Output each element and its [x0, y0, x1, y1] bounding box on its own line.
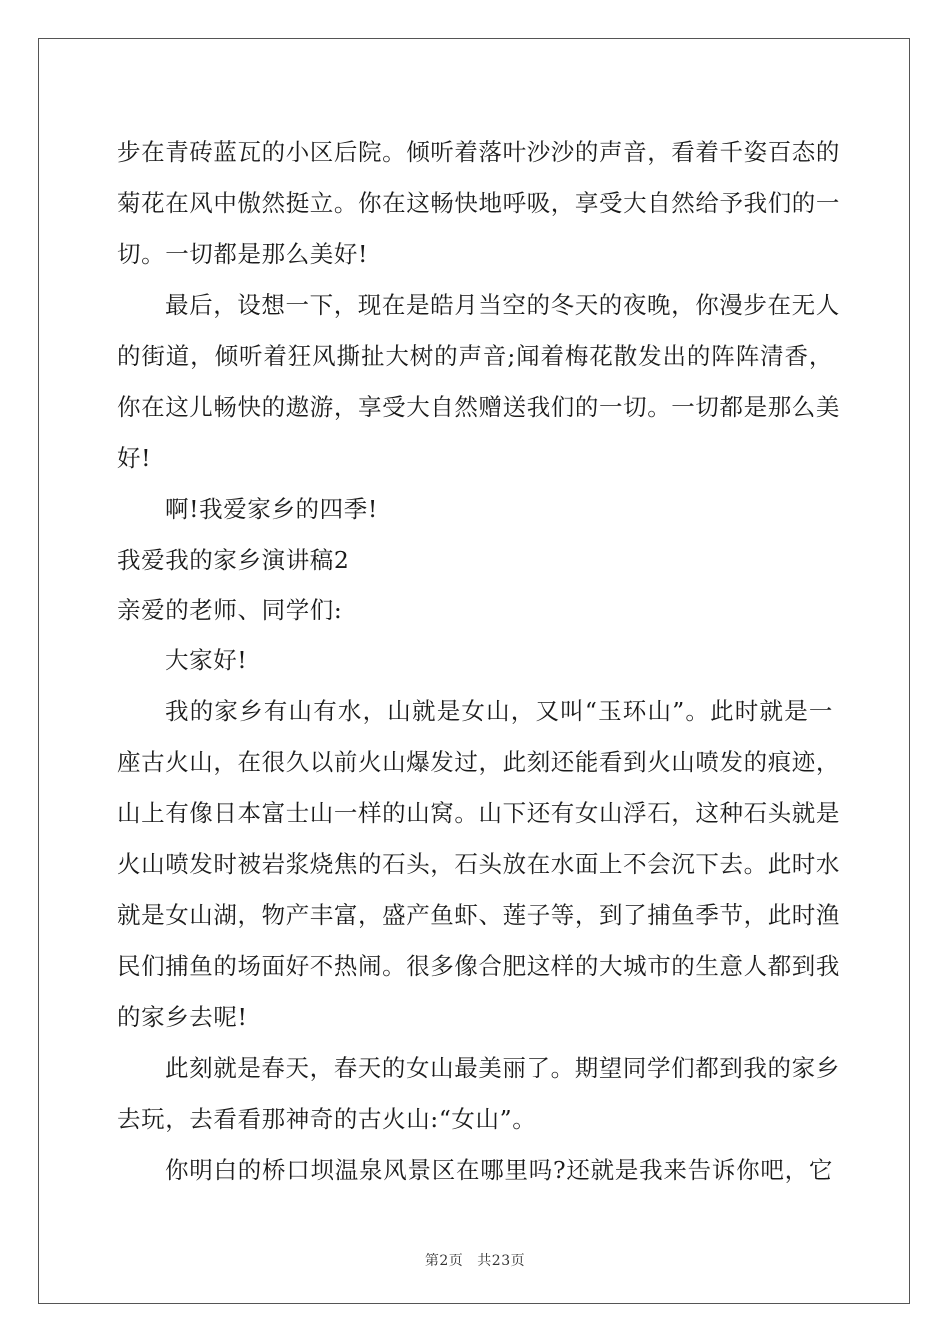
text-line: 切。一切都是那么美好! — [117, 240, 369, 268]
text-line: 的家乡去呢! — [117, 1003, 248, 1031]
text-line: 民们捕鱼的场面好不热闹。很多像合肥这样的大城市的生意人都到我 — [117, 952, 840, 980]
page-number: 第2页 — [424, 1253, 464, 1269]
text-line: 此刻就是春天，春天的女山最美丽了。期望同学们都到我的家乡 — [165, 1054, 840, 1082]
greeting: 大家好! — [165, 646, 248, 674]
text-line: 的街道，倾听着狂风撕扯大树的声音;闻着梅花散发出的阵阵清香， — [117, 342, 833, 370]
page-footer — [0, 1250, 950, 1270]
text-line: 啊!我爱家乡的四季! — [165, 495, 378, 523]
text-line: 座古火山，在很久以前火山爆发过，此刻还能看到火山喷发的痕迹， — [117, 748, 840, 776]
page-total: 共23页 — [477, 1253, 526, 1269]
text-line: 你在这儿畅快的遨游，享受大自然赠送我们的一切。一切都是那么美 — [117, 393, 840, 421]
text-line: 我的家乡有山有水，山就是女山，又叫“玉环山”。此时就是一 — [165, 697, 833, 725]
text-line: 火山喷发时被岩浆烧焦的石头，石头放在水面上不会沉下去。此时水 — [117, 850, 840, 878]
text-line: 最后，设想一下，现在是皓月当空的冬天的夜晚，你漫步在无人 — [165, 291, 840, 319]
text-line: 好! — [117, 444, 152, 472]
text-line: 你明白的桥口坝温泉风景区在哪里吗?还就是我来告诉你吧，它 — [165, 1156, 833, 1184]
text-line: 山上有像日本富士山一样的山窝。山下还有女山浮石，这种石头就是 — [117, 799, 840, 827]
document-body — [117, 127, 840, 1196]
text-line: 步在青砖蓝瓦的小区后院。倾听着落叶沙沙的声音，看着千姿百态的 — [117, 138, 840, 166]
text-line: 菊花在风中傲然挺立。你在这畅快地呼吸，享受大自然给予我们的一 — [117, 189, 840, 217]
text-line: 就是女山湖，物产丰富，盛产鱼虾、莲子等，到了捕鱼季节，此时渔 — [117, 901, 840, 929]
salutation: 亲爱的老师、同学们: — [117, 596, 343, 624]
text-line: 去玩，去看看那神奇的古火山:“女山”。 — [117, 1105, 537, 1133]
section-heading: 我爱我的家乡演讲稿2 — [117, 546, 350, 574]
